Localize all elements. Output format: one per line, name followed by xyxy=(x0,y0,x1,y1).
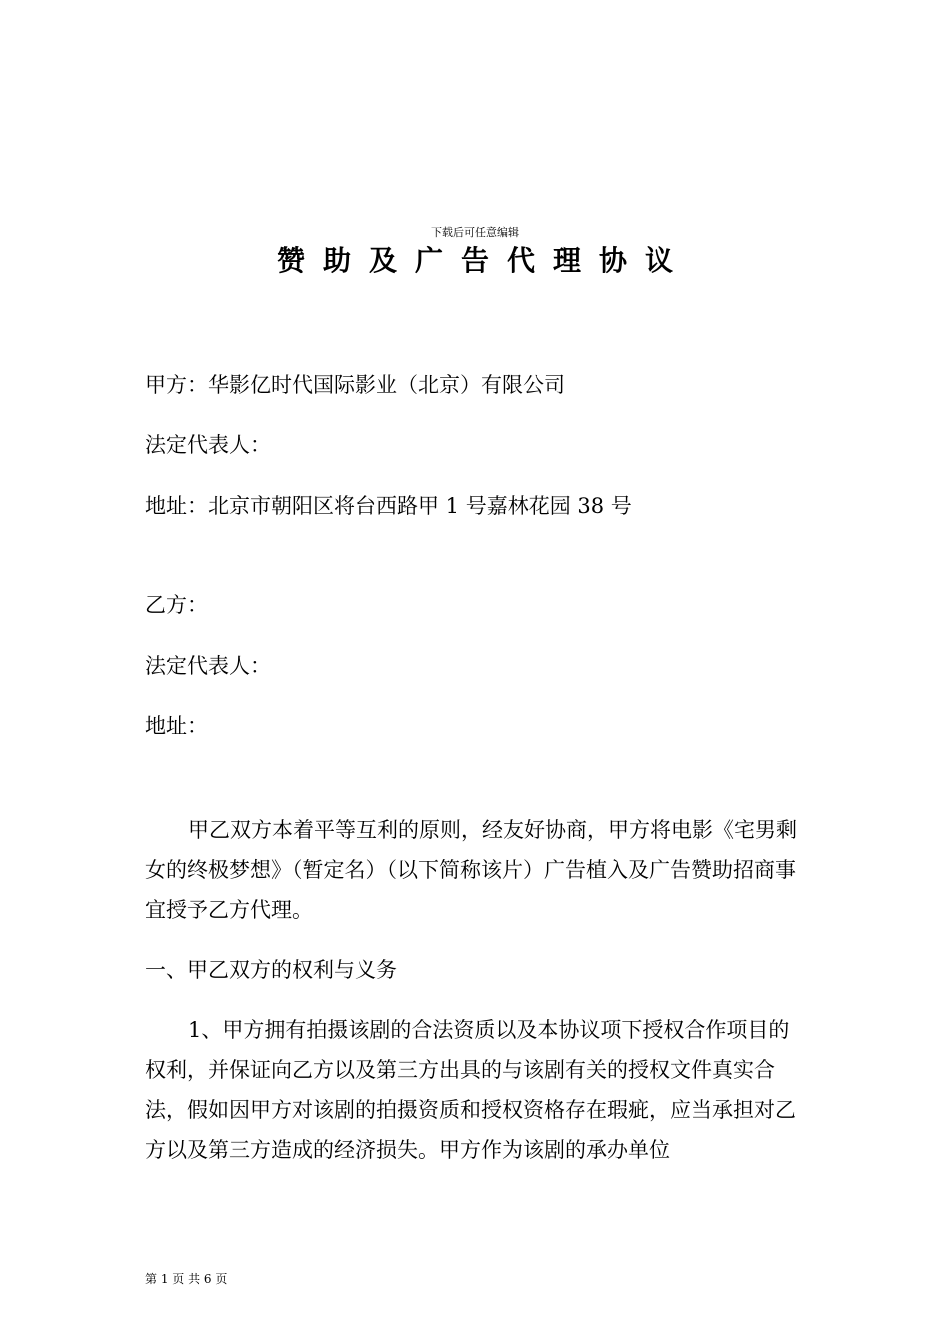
intro-paragraph: 甲乙双方本着平等互利的原则，经友好协商，甲方将电影《宅男剩女的终极梦想》（暂定名）（以下简称该片）广告植入及广告赞助招商事宜授予乙方代理。 xyxy=(145,818,797,922)
party-b-address: 地址： xyxy=(145,714,208,738)
party-b-representative: 法定代表人： xyxy=(145,654,271,678)
watermark-text: 下载后可任意编辑 xyxy=(431,226,519,239)
party-b-name: 乙方： xyxy=(145,593,208,617)
party-a-representative: 法定代表人： xyxy=(145,433,271,457)
page-number: 第 1 页 共 6 页 xyxy=(145,1272,228,1286)
document-title: 赞助及广告代理协议 xyxy=(276,244,691,277)
clause-1-paragraph: 1、甲方拥有拍摄该剧的合法资质以及本协议项下授权合作项目的权利，并保证向乙方以及第三方出具的与该剧有关的授权文件真实合法，假如因甲方对该剧的拍摄资质和授权资格存在瑕疵，应当承担对乙方以及第三方造成的经济损失。甲方作为该剧的承办单位 xyxy=(145,1018,796,1162)
section-1-heading: 一、甲乙双方的权利与义务 xyxy=(145,958,397,982)
party-a-address: 地址：北京市朝阳区将台西路甲 1 号嘉林花园 38 号 xyxy=(145,494,632,518)
party-a-name: 甲方：华影亿时代国际影业（北京）有限公司 xyxy=(145,373,565,397)
